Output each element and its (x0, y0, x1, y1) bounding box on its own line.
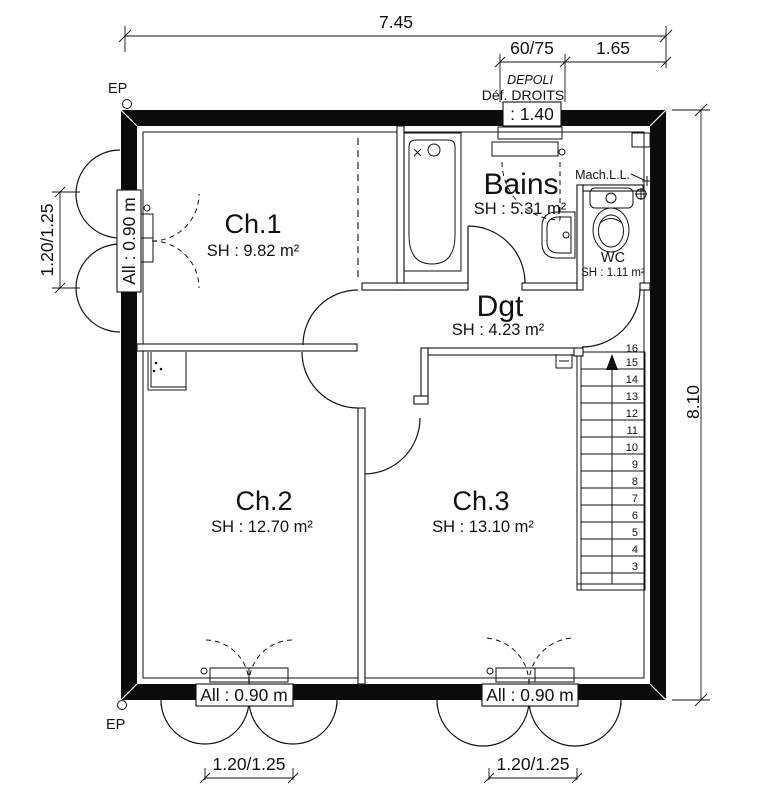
ep-bottom (106, 701, 127, 734)
room-ch3-name: Ch.3 (452, 486, 510, 516)
dim-text: 1.20/1.25 (212, 754, 286, 774)
wall-ch3-jamb (421, 348, 428, 398)
glazing-label: DEPOLI (507, 73, 553, 87)
room-ch1-area: SH : 9.82 m² (206, 242, 300, 260)
wall-wc-south-stub (640, 283, 650, 290)
step-number: 5 (631, 527, 638, 539)
window-height-label: : 1.40 (510, 104, 554, 124)
window-note: Déf. DROITS (481, 87, 565, 103)
shutter-arc (161, 700, 249, 744)
dim-bottom-right-window (484, 754, 582, 783)
exterior-walls (121, 110, 666, 700)
shutter-arc (76, 150, 120, 238)
dim-window-size: 60/75 (510, 38, 554, 58)
dim-top-right: 1.65 (595, 38, 631, 58)
ep-top-label: EP (108, 81, 128, 97)
room-bains-area: SH : 5.31 m² (473, 200, 567, 218)
sill-label: All : 0.90 m (119, 197, 139, 285)
room-bains-name: Bains (483, 168, 559, 201)
room-dgt-area: SH : 4.23 m² (451, 321, 545, 339)
step-number: 6 (631, 510, 638, 522)
dim-right (672, 104, 710, 706)
room-wc-area: SH : 1.11 m² (581, 267, 645, 279)
wall-bains-south-left (362, 283, 468, 290)
dim-text: 1.20/1.25 (496, 754, 570, 774)
shutter-arc (529, 700, 621, 746)
step-number: 10 (625, 442, 638, 454)
step-number: 13 (625, 391, 638, 403)
step-number: 16 (625, 343, 638, 355)
dim-total-width: 7.45 (378, 12, 414, 32)
step-number: 15 (625, 357, 638, 369)
step-number: 9 (631, 459, 638, 471)
room-ch3-area: SH : 13.10 m² (432, 518, 534, 536)
machine-label: Mach.L.L. (575, 168, 630, 182)
wall-dgt-ch3 (428, 348, 577, 355)
ep-bottom-label: EP (106, 717, 126, 733)
shutter-arc (249, 700, 337, 744)
wall-ch1-ch2 (137, 344, 357, 351)
room-dgt-name: Dgt (476, 290, 524, 323)
step-number: 12 (625, 408, 638, 420)
dim-left-window (37, 187, 80, 293)
step-number: 11 (626, 425, 638, 437)
wall-bains-south-right (522, 283, 578, 290)
room-wc-name: WC (600, 250, 626, 266)
wall-ch3-notch (414, 396, 428, 404)
newel-marker (574, 348, 583, 356)
sill-label: All : 0.90 m (200, 685, 288, 705)
room-ch2-name: Ch.2 (235, 486, 293, 516)
downpipe-icon (123, 100, 132, 109)
shutter-arc (437, 700, 529, 746)
downpipe-icon (118, 701, 127, 710)
step-number: 14 (625, 374, 638, 386)
dim-text: 1.20/1.25 (37, 203, 57, 277)
step-number: 4 (631, 544, 638, 556)
step-number: 7 (631, 493, 638, 505)
room-ch2-area: SH : 12.70 m² (211, 518, 313, 536)
dim-total-height: 8.10 (683, 384, 703, 420)
ep-top (108, 81, 132, 109)
shutter-arc (76, 244, 120, 332)
room-ch1-name: Ch.1 (224, 209, 282, 239)
wall-ch1-bains (397, 126, 404, 290)
step-number: 8 (631, 476, 638, 488)
step-number: 3 (631, 561, 638, 573)
sill-label: All : 0.90 m (486, 685, 574, 705)
dim-bottom-left-window (200, 754, 298, 783)
wall-ch2-ch3 (358, 408, 365, 684)
dim-top (119, 12, 672, 103)
